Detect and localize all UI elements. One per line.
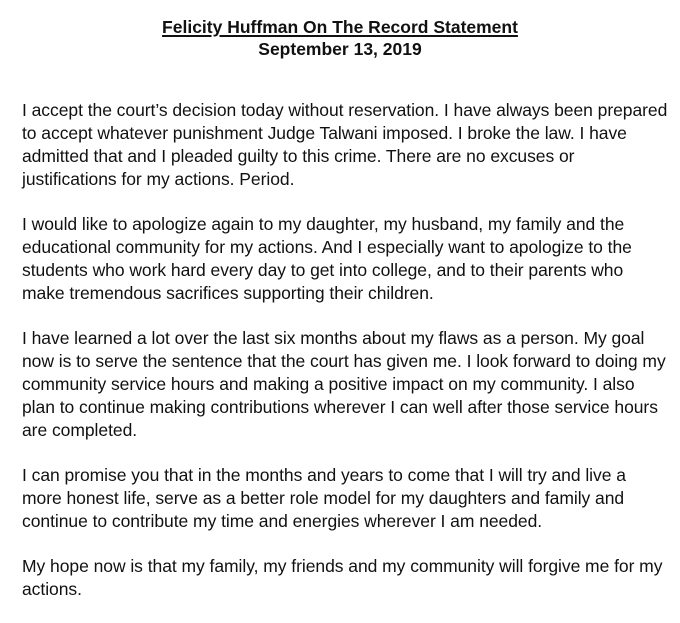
statement-body: [22, 99, 668, 623]
document-header: [0, 16, 680, 60]
document-date: September 13, 2019: [258, 39, 422, 59]
paragraph-lessons: I have learned a lot over the last six months about my flaws as a person. My goal now is to serve the sentence that the court has given me. I look forward to doing my community service hours and making a positive impact on my community. I also plan to continue making contributions wherever I can well after those service hours are completed.: [22, 328, 666, 440]
paragraph-apology: I would like to apologize again to my daughter, my husband, my family and the educational community for my actions. And I especially want to apologize to the students who work hard every day to get into college, and to their parents who make tremendous sacrifices supporting their children.: [22, 214, 632, 303]
paragraph-hope: My hope now is that my family, my friends and my community will forgive me for my actions.: [22, 556, 663, 599]
paragraph-promise: I can promise you that in the months and years to come that I will try and live a more honest life, serve as a better role model for my daughters and family and continue to contribute my time and energies wherever I am needed.: [22, 465, 626, 531]
paragraph-acceptance: I accept the court’s decision today without reservation. I have always been prepared to accept whatever punishment Judge Talwani imposed. I broke the law. I have admitted that and I pleaded guilty to this crime. There are no excuses or justifications for my actions. Period.: [22, 100, 668, 189]
document-title: Felicity Huffman On The Record Statement: [162, 17, 518, 37]
